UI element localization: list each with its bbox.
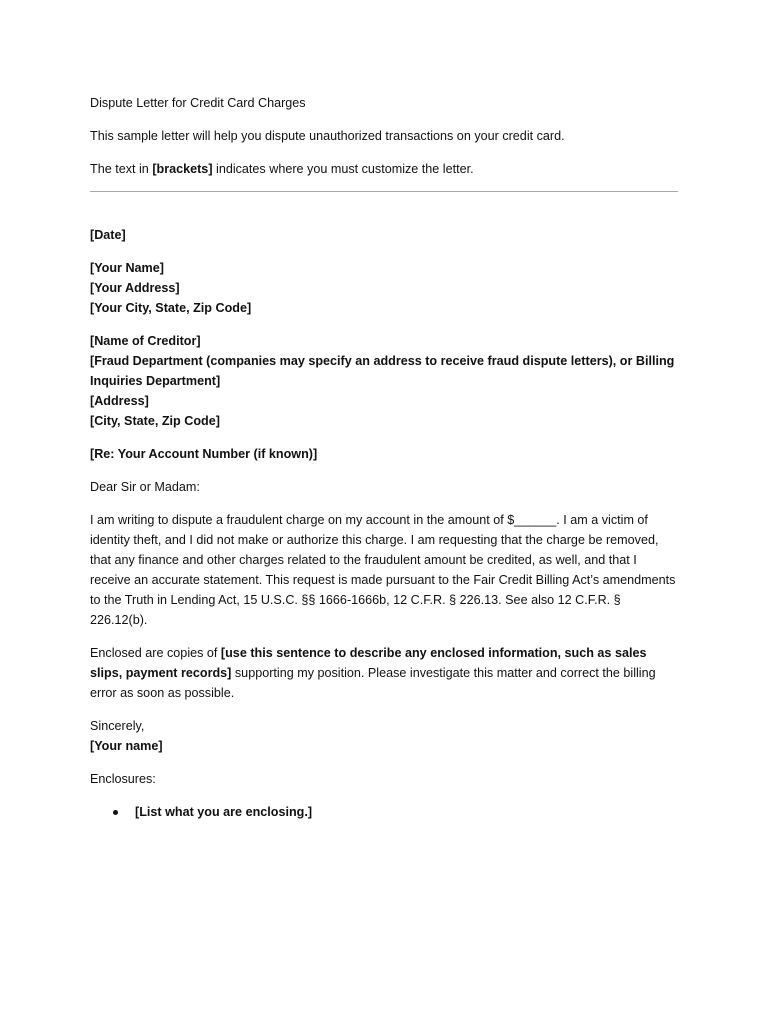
signature-name: [Your name] [90,739,163,753]
paragraph2-bracket: [use this sentence to describe any enclosed information, such as sales slips, payment records] [90,646,647,680]
account-reference: [Re: Your Account Number (if known)] [90,447,318,461]
enclosure-item-text: [List what you are enclosing.] [135,805,313,819]
enclosures-label: Enclosures: [90,772,156,786]
recipient-department: [Fraud Department (companies may specify an address to receive fraud dispute letters), or Billing Inquiries Department] [90,354,675,388]
closing: Sincerely, [90,719,145,733]
body-paragraph-2 [90,643,680,703]
document-content [90,93,680,822]
recipient-address: [Address] [90,394,149,408]
letter-date: [Date] [90,228,126,242]
salutation: Dear Sir or Madam: [90,480,200,494]
customization-note [90,159,680,179]
signature-block [90,716,680,756]
recipient-address-block [90,331,680,431]
note-bracket: [brackets] [152,162,213,176]
note-prefix: The text in [90,162,153,176]
sender-address: [Your Address] [90,281,180,295]
body-paragraph-1: I am writing to dispute a fraudulent charge on my account in the amount of $______. I am a victim of identity theft, and I did not make or authorize this charge. I am requesting that the charge be removed, that any finance and other charges related to the fraudulent amount be credited, as well, and that I receive an accurate statement. This request is made pursuant to the Fair Credit Billing Act’s amendments to the Truth in Lending Act, 15 U.S.C. §§ 1666-1666b, 12 C.F.R. § 226.13. See also 12 C.F.R. § 226.12(b). [90,513,676,627]
enclosure-item [90,802,680,822]
recipient-city: [City, State, Zip Code] [90,414,220,428]
paragraph2-suffix: supporting my position. Please investigate this matter and correct the billing error as soon as possible. [90,666,656,700]
sender-name: [Your Name] [90,261,164,275]
sender-city: [Your City, State, Zip Code] [90,301,252,315]
note-suffix: indicates where you must customize the letter. [212,162,474,176]
document-title: Dispute Letter for Credit Card Charges [90,96,306,110]
horizontal-divider [90,191,678,192]
document-description: This sample letter will help you dispute unauthorized transactions on your credit card. [90,129,565,143]
sender-address-block [90,258,680,318]
bullet-icon [113,810,118,815]
enclosures-list [90,802,680,822]
paragraph2-prefix: Enclosed are copies of [90,646,221,660]
recipient-creditor: [Name of Creditor] [90,334,201,348]
